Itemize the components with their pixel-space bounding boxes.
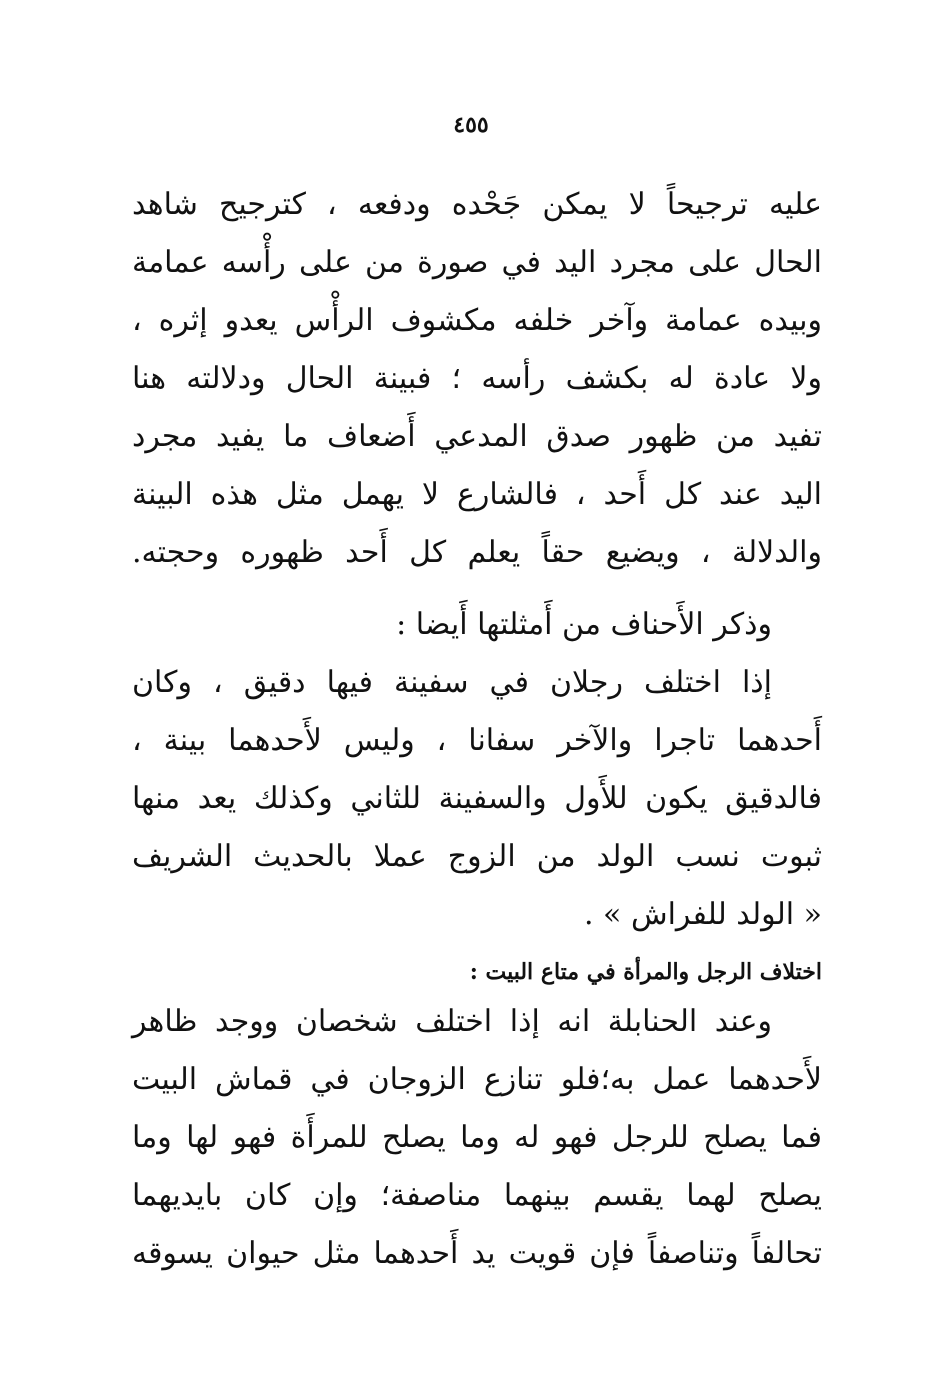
text-line: عليه ترجيحاً لا يمكن جَحْده ودفعه ، كترجيح شاهد	[132, 187, 822, 222]
text-line: أَحدهما تاجرا والآخر سفانا ، وليس لأَحدهما بينة ،	[132, 723, 822, 758]
text-line: لأَحدهما عمل به؛فلو تنازع الزوجان في قماش البيت	[132, 1062, 822, 1097]
section-heading: اختلاف الرجل والمرأة في متاع البيت :	[469, 959, 822, 985]
text-line: ثبوت نسب الولد من الزوج عملا بالحديث الشريف	[132, 839, 822, 874]
text-line: تفيد من ظهور صدق المدعي أَضعاف ما يفيد مجرد	[132, 419, 822, 454]
text-line: فما يصلح للرجل فهو له وما يصلح للمرأَة فهو لها وما	[132, 1120, 822, 1155]
paragraph-1	[132, 176, 822, 582]
text-line: ولا عادة له بكشف رأسه ؛ فبينة الحال ودلالته هنا	[132, 361, 822, 396]
paragraph-3	[132, 654, 822, 944]
text-line: يصلح لهما يقسم بينهما مناصفة؛ وإن كان بايديهما	[132, 1178, 822, 1213]
text-line: وبيده عمامة وآخر خلفه مكشوف الرأْس يعدو إثره ،	[132, 303, 822, 338]
page-number: ٤٥٥	[453, 112, 489, 138]
text-line: اليد عند كل أَحد ، فالشارع لا يهمل مثل هذه البينة	[132, 477, 822, 512]
paragraph-4	[132, 993, 822, 1283]
text-line: وذكر الأَحناف من أَمثلتها أَيضا :	[396, 607, 772, 642]
text-line: والدلالة ، ويضيع حقاً يعلم كل أَحد ظهوره وحجته.	[132, 535, 822, 570]
text-line: الحال على مجرد اليد في صورة من على رأْسه عمامة	[132, 245, 822, 280]
paragraph-2	[132, 596, 822, 654]
text-line: « الولد للفراش » .	[583, 897, 822, 932]
text-line: تحالفاً وتناصفاً فإن قويت يد أَحدهما مثل حيوان يسوقه	[132, 1236, 822, 1271]
text-line: فالدقيق يكون للأَول والسفينة للثاني وكذلك يعد منها	[132, 781, 822, 816]
text-line: وعند الحنابلة انه إذا اختلف شخصان ووجد ظاهر	[132, 1004, 772, 1039]
text-line: إذا اختلف رجلان في سفينة فيها دقيق ، وكان	[132, 665, 772, 700]
